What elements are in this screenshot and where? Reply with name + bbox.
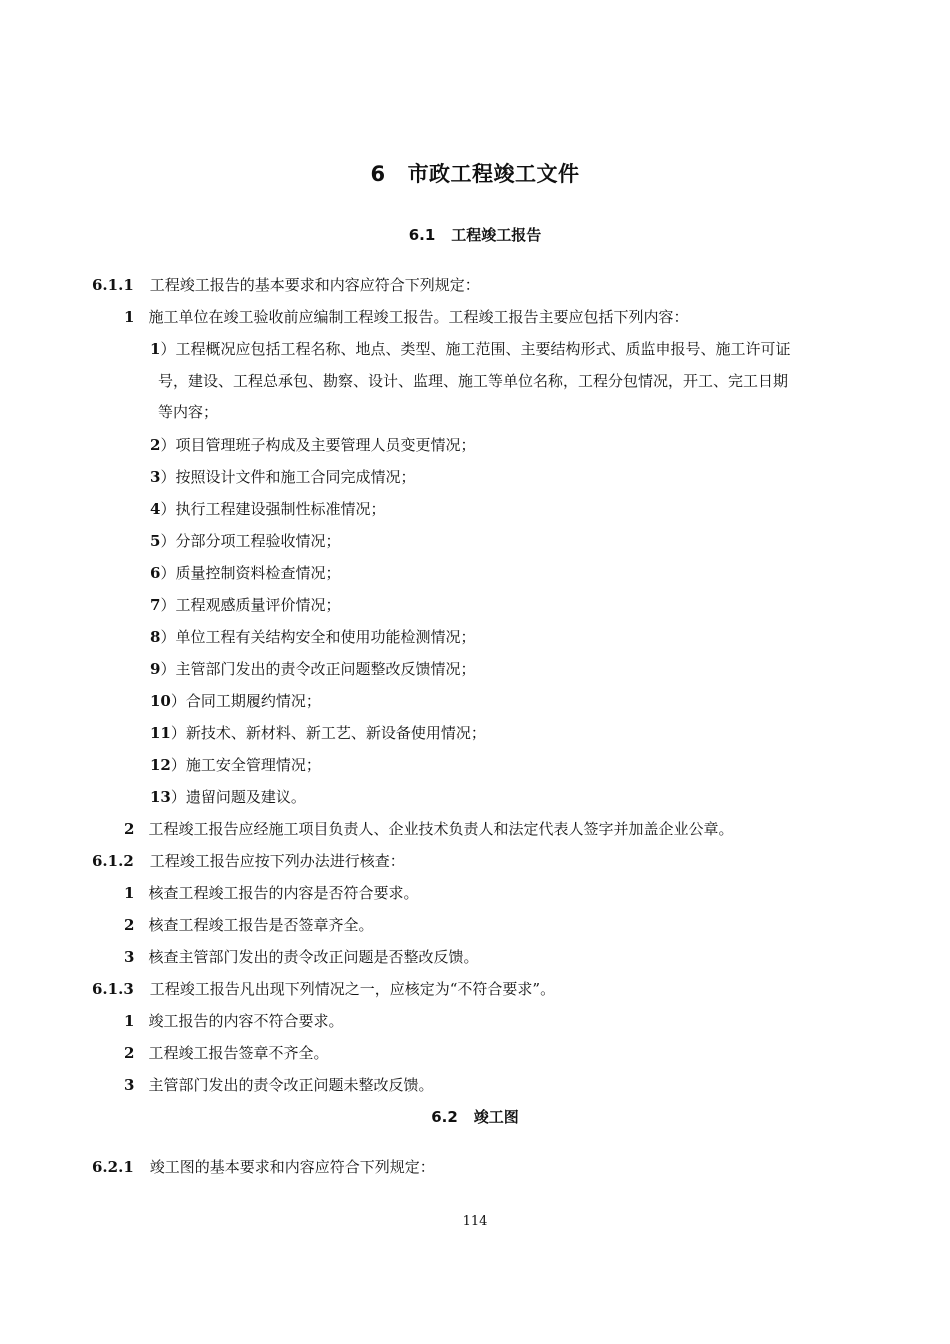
section-title-text: 工程竣工报告	[451, 226, 542, 244]
sub-item-text: ）合同工期履约情况；	[170, 692, 321, 710]
sub-item	[150, 690, 321, 712]
item-text: 工程竣工报告应经施工项目负责人、企业技术负责人和法定代表人签字并加盖企业公章。	[148, 820, 734, 838]
item-number: 3	[124, 948, 135, 966]
sub-item-text: ）施工安全管理情况；	[170, 756, 321, 774]
clause-item	[124, 882, 418, 904]
clause-6-1-1	[92, 274, 480, 296]
item-text: 主管部门发出的责令改正问题未整改反馈。	[148, 1076, 434, 1094]
sub-item-text: ）新技术、新材料、新工艺、新设备使用情况；	[170, 724, 486, 742]
clause-text: 工程竣工报告凡出现下列情况之一，应核定为“不符合要求”。	[149, 980, 556, 998]
clause-number: 6.1.3	[92, 980, 134, 998]
sub-item-number: 7	[150, 596, 161, 614]
sub-item-number: 8	[150, 628, 161, 646]
item-text: 核查主管部门发出的责令改正问题是否整改反馈。	[148, 948, 479, 966]
clause-item	[124, 1042, 328, 1064]
clause-text: 工程竣工报告的基本要求和内容应符合下列规定：	[149, 276, 480, 294]
sub-item-number: 9	[150, 660, 161, 678]
sub-item-text: ）按照设计文件和施工合同完成情况；	[160, 468, 416, 486]
item-number: 1	[124, 308, 135, 326]
sub-item-continuation: 号，建设、工程总承包、勘察、设计、监理、施工等单位名称，工程分包情况，开工、完工日期	[158, 372, 789, 390]
clause-number: 6.2.1	[92, 1158, 134, 1176]
sub-item-number: 12	[150, 756, 171, 774]
sub-item	[150, 338, 790, 360]
section-number: 6.2	[431, 1108, 458, 1126]
section-title-6-1	[0, 224, 950, 245]
sub-item-number: 13	[150, 788, 171, 806]
sub-item	[150, 530, 340, 552]
clause-item	[124, 914, 373, 936]
sub-item	[150, 434, 475, 456]
sub-item	[150, 786, 306, 808]
clause-number: 6.1.1	[92, 276, 134, 294]
clause-6-2-1	[92, 1156, 435, 1178]
sub-item-text: ）主管部门发出的责令改正问题整改反馈情况；	[160, 660, 476, 678]
clause-item	[124, 1010, 343, 1032]
sub-item	[150, 722, 486, 744]
clause-item	[124, 1074, 433, 1096]
sub-item-text: ）遗留问题及建议。	[170, 788, 306, 806]
sub-item-number: 6	[150, 564, 161, 582]
sub-item-text: ）工程观感质量评价情况；	[160, 596, 341, 614]
sub-item-number: 4	[150, 500, 161, 518]
sub-item	[150, 658, 475, 680]
clause-item	[124, 818, 733, 840]
sub-item-number: 2	[150, 436, 161, 454]
sub-item-text: ）分部分项工程验收情况；	[160, 532, 341, 550]
item-number: 3	[124, 1076, 135, 1094]
clause-item	[124, 306, 688, 328]
sub-item-text: ）质量控制资料检查情况；	[160, 564, 341, 582]
sub-item-text: ）执行工程建设强制性标准情况；	[160, 500, 386, 518]
clause-text: 工程竣工报告应按下列办法进行核查：	[149, 852, 405, 870]
sub-item	[150, 466, 415, 488]
clause-6-1-3	[92, 978, 555, 1000]
section-title-text: 竣工图	[473, 1108, 519, 1126]
item-number: 1	[124, 884, 135, 902]
sub-item-text: ）单位工程有关结构安全和使用功能检测情况；	[160, 628, 476, 646]
sub-item-number: 10	[150, 692, 171, 710]
sub-item	[150, 754, 321, 776]
sub-item	[150, 498, 385, 520]
sub-item	[150, 562, 340, 584]
section-number: 6.1	[408, 226, 436, 244]
chapter-title-text: 市政工程竣工文件	[407, 162, 580, 186]
sub-item-number: 1	[150, 340, 161, 358]
chapter-number: 6	[370, 162, 386, 186]
sub-item-number: 11	[150, 724, 171, 742]
item-text: 核查工程竣工报告是否签章齐全。	[148, 916, 374, 934]
item-text: 施工单位在竣工验收前应编制工程竣工报告。工程竣工报告主要应包括下列内容：	[148, 308, 689, 326]
sub-item-text: ）项目管理班子构成及主要管理人员变更情况；	[160, 436, 476, 454]
section-title-6-2	[0, 1106, 950, 1127]
item-number: 1	[124, 1012, 135, 1030]
sub-item	[150, 594, 340, 616]
item-number: 2	[124, 820, 135, 838]
sub-item-number: 5	[150, 532, 161, 550]
item-text: 工程竣工报告签章不齐全。	[148, 1044, 329, 1062]
item-text: 核查工程竣工报告的内容是否符合要求。	[148, 884, 419, 902]
sub-item-text: ）工程概况应包括工程名称、地点、类型、施工范围、主要结构形式、质监申报号、施工许可证	[160, 340, 791, 358]
item-number: 2	[124, 1044, 135, 1062]
sub-item-continuation: 等内容；	[158, 403, 219, 421]
chapter-title	[0, 158, 950, 188]
clause-item	[124, 946, 478, 968]
clause-number: 6.1.2	[92, 852, 134, 870]
item-number: 2	[124, 916, 135, 934]
clause-6-1-2	[92, 850, 405, 872]
page-number: 114	[462, 1214, 488, 1229]
sub-item-number: 3	[150, 468, 161, 486]
clause-text: 竣工图的基本要求和内容应符合下列规定：	[149, 1158, 435, 1176]
sub-item	[150, 626, 475, 648]
item-text: 竣工报告的内容不符合要求。	[148, 1012, 344, 1030]
